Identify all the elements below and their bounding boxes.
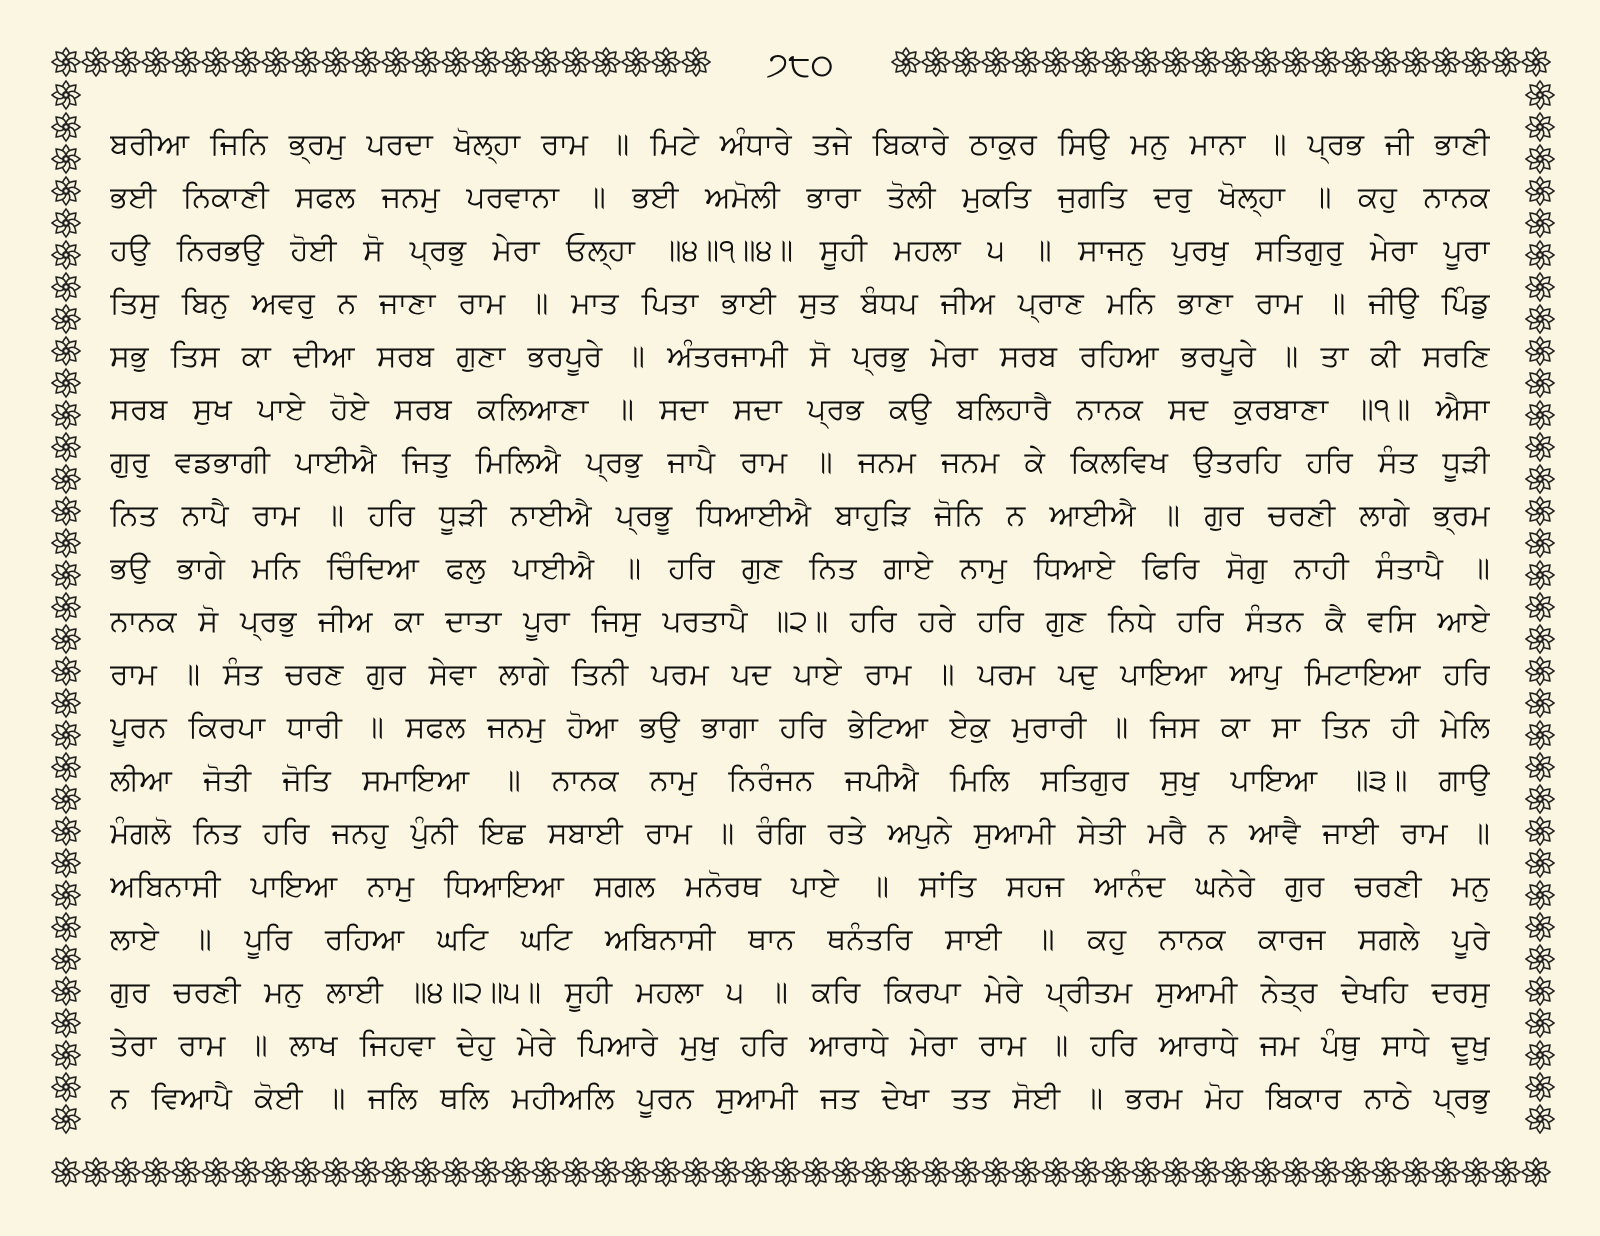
flower-icon bbox=[1526, 561, 1554, 589]
flower-icon bbox=[322, 1158, 350, 1186]
flower-icon bbox=[562, 48, 590, 76]
flower-icon bbox=[1522, 48, 1550, 76]
flower-icon bbox=[1526, 1041, 1554, 1069]
text-line: ਬਰੀਆ ਜਿਨਿ ਭ੍ਰਮੁ ਪਰਦਾ ਖੋਲ੍ਹਾ ਰਾਮ ॥ ਮਿਟੇ ਅੰਧਾਰੇ ਤਜੇ ਬਿਕਾਰੇ ਠਾਕੁਰ ਸਿਉ ਮਨੁ ਮਾਨਾ ॥ ਪ੍ਰਭ ਜੀ ਭਾਣੀ bbox=[110, 127, 1490, 162]
flower-icon bbox=[52, 817, 80, 845]
flower-icon bbox=[202, 1158, 230, 1186]
flower-icon bbox=[1102, 48, 1130, 76]
flower-icon bbox=[52, 977, 80, 1005]
flower-icon bbox=[1372, 48, 1400, 76]
flower-icon bbox=[172, 48, 200, 76]
flower-icon bbox=[1526, 945, 1554, 973]
flower-icon bbox=[1282, 48, 1310, 76]
text-line: ਤਿਸੁ ਬਿਨੁ ਅਵਰੁ ਨ ਜਾਣਾ ਰਾਮ ॥ ਮਾਤ ਪਿਤਾ ਭਾਈ ਸੁਤ ਬੰਧਪ ਜੀਅ ਪ੍ਰਾਣ ਮਨਿ ਭਾਣਾ ਰਾਮ ॥ ਜੀਉ ਪਿੰਡੁ bbox=[110, 286, 1490, 321]
flower-icon bbox=[922, 1158, 950, 1186]
flower-icon bbox=[982, 48, 1010, 76]
flower-icon bbox=[1526, 657, 1554, 685]
flower-icon bbox=[1526, 113, 1554, 141]
flower-icon bbox=[592, 1158, 620, 1186]
text-line: ਤੇਰਾ ਰਾਮ ॥ ਲਾਖ ਜਿਹਵਾ ਦੇਹੁ ਮੇਰੇ ਪਿਆਰੇ ਮੁਖੁ ਹਰਿ ਆਰਾਧੇ ਮੇਰਾ ਰਾਮ ॥ ਹਰਿ ਆਰਾਧੇ ਜਮ ਪੰਥੁ ਸਾਧੇ ਦੂਖੁ bbox=[110, 1028, 1490, 1063]
flower-icon bbox=[112, 1158, 140, 1186]
flower-icon bbox=[82, 1158, 110, 1186]
text-line: ਗੁਰੁ ਵਡਭਾਗੀ ਪਾਈਐ ਜਿਤੁ ਮਿਲਿਐ ਪ੍ਰਭੁ ਜਾਪੈ ਰਾਮ ॥ ਜਨਮ ਜਨਮ ਕੇ ਕਿਲਵਿਖ ਉਤਰਹਿ ਹਰਿ ਸੰਤ ਧੂੜੀ bbox=[110, 445, 1490, 480]
flower-icon bbox=[232, 48, 260, 76]
flower-icon bbox=[52, 113, 80, 141]
flower-icon bbox=[1526, 977, 1554, 1005]
flower-icon bbox=[52, 529, 80, 557]
flower-icon bbox=[532, 1158, 560, 1186]
flower-icon bbox=[52, 593, 80, 621]
text-line: ਮੰਗਲੋ ਨਿਤ ਹਰਿ ਜਨਹੁ ਪੁੰਨੀ ਇਛ ਸਬਾਈ ਰਾਮ ॥ ਰੰਗਿ ਰਤੇ ਅਪੁਨੇ ਸੁਆਮੀ ਸੇਤੀ ਮਰੈ ਨ ਆਵੈ ਜਾਈ ਰਾਮ ॥ bbox=[110, 816, 1490, 851]
flower-icon bbox=[682, 1158, 710, 1186]
flower-icon bbox=[502, 48, 530, 76]
flower-icon bbox=[1162, 48, 1190, 76]
flower-icon bbox=[52, 177, 80, 205]
flower-icon bbox=[1526, 849, 1554, 877]
text-line: ਹਉ ਨਿਰਭਉ ਹੋਈ ਸੋ ਪ੍ਰਭੁ ਮੇਰਾ ਓਲ੍ਹਾ ॥੪॥੧॥੪॥ ਸੂਹੀ ਮਹਲਾ ੫ ॥ ਸਾਜਨੁ ਪੁਰਖੁ ਸਤਿਗੁਰੁ ਮੇਰਾ ਪੂਰਾ bbox=[110, 233, 1490, 268]
text-line: ਲਾਏ ॥ ਪੂਰਿ ਰਹਿਆ ਘਟਿ ਘਟਿ ਅਬਿਨਾਸੀ ਥਾਨ ਥਨੰਤਰਿ ਸਾਈ ॥ ਕਹੁ ਨਾਨਕ ਕਾਰਜ ਸਗਲੇ ਪੂਰੇ bbox=[110, 922, 1490, 957]
flower-icon bbox=[1162, 1158, 1190, 1186]
flower-icon bbox=[52, 625, 80, 653]
flower-icon bbox=[52, 48, 80, 76]
flower-icon bbox=[652, 1158, 680, 1186]
flower-icon bbox=[52, 273, 80, 301]
flower-icon bbox=[1522, 1158, 1550, 1186]
flower-icon bbox=[1012, 1158, 1040, 1186]
flower-icon bbox=[922, 48, 950, 76]
flower-icon bbox=[1526, 81, 1554, 109]
flower-icon bbox=[1192, 48, 1220, 76]
flower-icon bbox=[382, 1158, 410, 1186]
flower-icon bbox=[1526, 273, 1554, 301]
flower-icon bbox=[652, 48, 680, 76]
flower-icon bbox=[82, 48, 110, 76]
flower-icon bbox=[1526, 433, 1554, 461]
flower-icon bbox=[472, 48, 500, 76]
flower-icon bbox=[982, 1158, 1010, 1186]
flower-icon bbox=[592, 48, 620, 76]
text-line: ਲੀਆ ਜੋਤੀ ਜੋਤਿ ਸਮਾਇਆ ॥ ਨਾਨਕ ਨਾਮੁ ਨਿਰੰਜਨ ਜਪੀਐ ਮਿਲਿ ਸਤਿਗੁਰ ਸੁਖੁ ਪਾਇਆ ॥੩॥ ਗਾਉ bbox=[110, 763, 1490, 798]
flower-icon bbox=[352, 48, 380, 76]
flower-icon bbox=[1432, 48, 1460, 76]
flower-icon bbox=[1372, 1158, 1400, 1186]
flower-icon bbox=[1526, 721, 1554, 749]
flower-icon bbox=[52, 721, 80, 749]
flower-icon bbox=[562, 1158, 590, 1186]
flower-icon bbox=[682, 48, 710, 76]
flower-icon bbox=[952, 1158, 980, 1186]
flower-icon bbox=[142, 1158, 170, 1186]
text-line: ਪੂਰਨ ਕਿਰਪਾ ਧਾਰੀ ॥ ਸਫਲ ਜਨਮੁ ਹੋਆ ਭਉ ਭਾਗਾ ਹਰਿ ਭੇਟਿਆ ਏਕੁ ਮੁਰਾਰੀ ॥ ਜਿਸ ਕਾ ਸਾ ਤਿਨ ਹੀ ਮੇਲਿ bbox=[110, 710, 1490, 745]
flower-icon bbox=[1222, 1158, 1250, 1186]
flower-icon bbox=[1222, 48, 1250, 76]
flower-icon bbox=[1402, 1158, 1430, 1186]
flower-icon bbox=[1526, 1105, 1554, 1133]
flower-icon bbox=[1526, 337, 1554, 365]
text-line: ਨਿਤ ਨਾਪੈ ਰਾਮ ॥ ਹਰਿ ਧੂੜੀ ਨਾਈਐ ਪ੍ਰਭੂ ਧਿਆਈਐ ਬਾਹੁੜਿ ਜੋਨਿ ਨ ਆਈਐ ॥ ਗੁਰ ਚਰਣੀ ਲਾਗੇ ਭ੍ਰਮ bbox=[110, 498, 1490, 533]
flower-icon bbox=[862, 1158, 890, 1186]
flower-icon bbox=[1526, 689, 1554, 717]
flower-icon bbox=[832, 1158, 860, 1186]
flower-icon bbox=[1526, 241, 1554, 269]
flower-icon bbox=[892, 48, 920, 76]
flower-icon bbox=[382, 48, 410, 76]
flower-icon bbox=[262, 48, 290, 76]
flower-icon bbox=[1526, 465, 1554, 493]
flower-icon bbox=[1042, 48, 1070, 76]
flower-icon bbox=[52, 1073, 80, 1101]
flower-icon bbox=[1526, 401, 1554, 429]
flower-icon bbox=[52, 849, 80, 877]
flower-icon bbox=[502, 1158, 530, 1186]
flower-icon bbox=[232, 1158, 260, 1186]
flower-icon bbox=[1072, 1158, 1100, 1186]
flower-icon bbox=[1526, 913, 1554, 941]
flower-icon bbox=[292, 1158, 320, 1186]
flower-icon bbox=[1526, 593, 1554, 621]
text-line: ਭਈ ਨਿਕਾਣੀ ਸਫਲ ਜਨਮੁ ਪਰਵਾਨਾ ॥ ਭਈ ਅਮੋਲੀ ਭਾਰਾ ਤੋਲੀ ਮੁਕਤਿ ਜੁਗਤਿ ਦਰੁ ਖੋਲ੍ਹਾ ॥ ਕਹੁ ਨਾਨਕ bbox=[110, 180, 1490, 215]
flower-icon bbox=[292, 48, 320, 76]
flower-icon bbox=[262, 1158, 290, 1186]
flower-icon bbox=[712, 1158, 740, 1186]
flower-icon bbox=[1342, 48, 1370, 76]
flower-icon bbox=[442, 1158, 470, 1186]
flower-icon bbox=[1526, 1009, 1554, 1037]
flower-icon bbox=[1402, 48, 1430, 76]
flower-icon bbox=[1462, 1158, 1490, 1186]
flower-icon bbox=[412, 1158, 440, 1186]
flower-icon bbox=[1432, 1158, 1460, 1186]
flower-icon bbox=[742, 1158, 770, 1186]
text-line: ਰਾਮ ॥ ਸੰਤ ਚਰਣ ਗੁਰ ਸੇਵਾ ਲਾਗੇ ਤਿਨੀ ਪਰਮ ਪਦ ਪਾਏ ਰਾਮ ॥ ਪਰਮ ਪਦੁ ਪਾਇਆ ਆਪੁ ਮਿਟਾਇਆ ਹਰਿ bbox=[110, 657, 1490, 692]
flower-icon bbox=[622, 48, 650, 76]
flower-icon bbox=[802, 1158, 830, 1186]
text-line: ਭਉ ਭਾਗੇ ਮਨਿ ਚਿੰਦਿਆ ਫਲੁ ਪਾਈਐ ॥ ਹਰਿ ਗੁਣ ਨਿਤ ਗਾਏ ਨਾਮੁ ਧਿਆਏ ਫਿਰਿ ਸੋਗੁ ਨਾਹੀ ਸੰਤਾਪੈ ॥ bbox=[110, 551, 1490, 586]
flower-icon bbox=[1526, 209, 1554, 237]
flower-icon bbox=[52, 81, 80, 109]
flower-icon bbox=[1526, 145, 1554, 173]
flower-icon bbox=[142, 48, 170, 76]
flower-icon bbox=[52, 881, 80, 909]
flower-icon bbox=[52, 369, 80, 397]
text-line: ਗੁਰ ਚਰਣੀ ਮਨੁ ਲਾਈ ॥੪॥੨॥੫॥ ਸੂਹੀ ਮਹਲਾ ੫ ॥ ਕਰਿ ਕਿਰਪਾ ਮੇਰੇ ਪ੍ਰੀਤਮ ਸੁਆਮੀ ਨੇਤ੍ਰ ਦੇਖਹਿ ਦਰਸੁ bbox=[110, 975, 1490, 1010]
flower-icon bbox=[52, 401, 80, 429]
flower-icon bbox=[1526, 881, 1554, 909]
flower-icon bbox=[52, 465, 80, 493]
flower-icon bbox=[1526, 785, 1554, 813]
flower-icon bbox=[1526, 369, 1554, 397]
flower-icon bbox=[1526, 177, 1554, 205]
flower-icon bbox=[1492, 48, 1520, 76]
flower-icon bbox=[52, 561, 80, 589]
flower-icon bbox=[1312, 1158, 1340, 1186]
flower-icon bbox=[112, 48, 140, 76]
flower-icon bbox=[772, 1158, 800, 1186]
flower-icon bbox=[1102, 1158, 1130, 1186]
flower-icon bbox=[52, 497, 80, 525]
flower-icon bbox=[1252, 48, 1280, 76]
flower-icon bbox=[352, 1158, 380, 1186]
flower-icon bbox=[1526, 529, 1554, 557]
flower-icon bbox=[1526, 753, 1554, 781]
flower-icon bbox=[1526, 497, 1554, 525]
flower-icon bbox=[622, 1158, 650, 1186]
flower-icon bbox=[52, 1009, 80, 1037]
flower-icon bbox=[52, 337, 80, 365]
flower-icon bbox=[202, 48, 230, 76]
flower-icon bbox=[1312, 48, 1340, 76]
flower-icon bbox=[892, 1158, 920, 1186]
flower-icon bbox=[442, 48, 470, 76]
flower-icon bbox=[52, 241, 80, 269]
text-line: ਨ ਵਿਆਪੈ ਕੋਈ ॥ ਜਲਿ ਥਲਿ ਮਹੀਅਲਿ ਪੂਰਨ ਸੁਆਮੀ ਜਤ ਦੇਖਾ ਤਤ ਸੋਈ ॥ ਭਰਮ ਮੋਹ ਬਿਕਾਰ ਨਾਠੇ ਪ੍ਰਭੁ bbox=[110, 1081, 1490, 1116]
scripture-text bbox=[110, 118, 1490, 1125]
flower-icon bbox=[532, 48, 560, 76]
flower-icon bbox=[1132, 1158, 1160, 1186]
flower-icon bbox=[472, 1158, 500, 1186]
flower-icon bbox=[52, 1041, 80, 1069]
flower-icon bbox=[1132, 48, 1160, 76]
flower-icon bbox=[1012, 48, 1040, 76]
flower-icon bbox=[52, 753, 80, 781]
flower-icon bbox=[1342, 1158, 1370, 1186]
text-line: ਸਰਬ ਸੁਖ ਪਾਏ ਹੋਏ ਸਰਬ ਕਲਿਆਣਾ ॥ ਸਦਾ ਸਦਾ ਪ੍ਰਭ ਕਉ ਬਲਿਹਾਰੈ ਨਾਨਕ ਸਦ ਕੁਰਬਾਣਾ ॥੧॥ ਐਸਾ bbox=[110, 392, 1490, 427]
flower-icon bbox=[1526, 625, 1554, 653]
flower-icon bbox=[1282, 1158, 1310, 1186]
flower-icon bbox=[1526, 305, 1554, 333]
text-line: ਸਭੁ ਤਿਸ ਕਾ ਦੀਆ ਸਰਬ ਗੁਣਾ ਭਰਪੂਰੇ ॥ ਅੰਤਰਜਾਮੀ ਸੋ ਪ੍ਰਭੁ ਮੇਰਾ ਸਰਬ ਰਹਿਆ ਭਰਪੂਰੇ ॥ ਤਾ ਕੀ ਸਰਣਿ bbox=[110, 339, 1490, 374]
flower-icon bbox=[52, 145, 80, 173]
flower-icon bbox=[52, 1105, 80, 1133]
flower-icon bbox=[52, 305, 80, 333]
flower-icon bbox=[1072, 48, 1100, 76]
flower-icon bbox=[1252, 1158, 1280, 1186]
flower-icon bbox=[52, 433, 80, 461]
flower-icon bbox=[1526, 817, 1554, 845]
page-number: ੭੮੦ bbox=[735, 40, 865, 90]
text-line: ਅਬਿਨਾਸੀ ਪਾਇਆ ਨਾਮੁ ਧਿਆਇਆ ਸਗਲ ਮਨੋਰਥ ਪਾਏ ॥ ਸਾਂਤਿ ਸਹਜ ਆਨੰਦ ਘਨੇਰੇ ਗੁਰ ਚਰਣੀ ਮਨੁ bbox=[110, 869, 1490, 904]
flower-icon bbox=[52, 945, 80, 973]
flower-icon bbox=[1492, 1158, 1520, 1186]
flower-icon bbox=[412, 48, 440, 76]
flower-icon bbox=[52, 1158, 80, 1186]
flower-icon bbox=[1462, 48, 1490, 76]
flower-icon bbox=[1526, 1073, 1554, 1101]
flower-icon bbox=[1042, 1158, 1070, 1186]
flower-icon bbox=[52, 657, 80, 685]
flower-icon bbox=[52, 785, 80, 813]
flower-icon bbox=[52, 209, 80, 237]
flower-icon bbox=[952, 48, 980, 76]
text-line: ਨਾਨਕ ਸੋ ਪ੍ਰਭੁ ਜੀਅ ਕਾ ਦਾਤਾ ਪੂਰਾ ਜਿਸੁ ਪਰਤਾਪੈ ॥੨॥ ਹਰਿ ਹਰੇ ਹਰਿ ਗੁਣ ਨਿਧੇ ਹਰਿ ਸੰਤਨ ਕੈ ਵਸਿ ਆਏ bbox=[110, 604, 1490, 639]
flower-icon bbox=[52, 913, 80, 941]
flower-icon bbox=[322, 48, 350, 76]
flower-icon bbox=[52, 689, 80, 717]
flower-icon bbox=[1192, 1158, 1220, 1186]
flower-icon bbox=[172, 1158, 200, 1186]
